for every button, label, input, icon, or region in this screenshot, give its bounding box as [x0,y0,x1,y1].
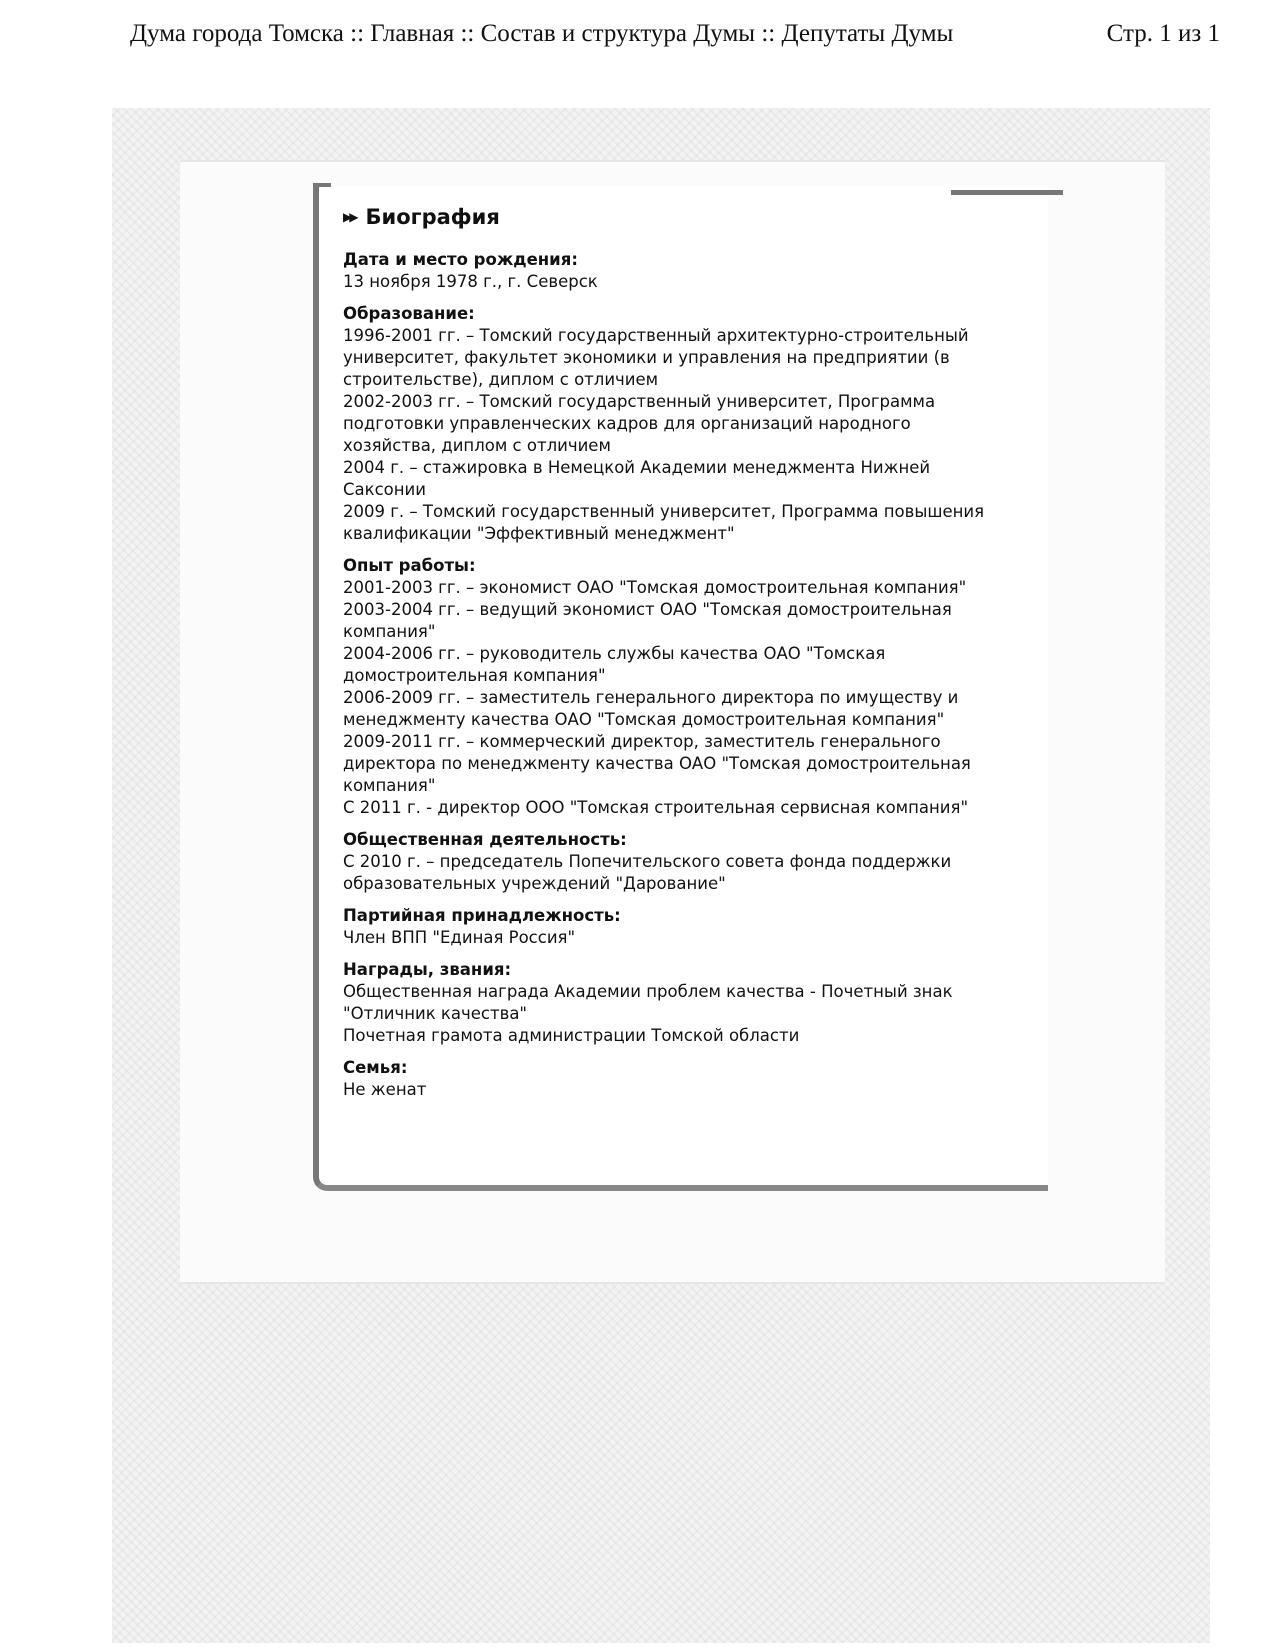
section-birth [343,249,1033,293]
text-line: "Отличник качества" [343,1004,528,1023]
section-heading: Награды, звания: [343,960,512,979]
section-experience [343,555,1033,819]
text-line: Саксонии [343,480,426,499]
text-line: строительстве), диплом с отличием [343,370,659,389]
text-line: 1996-2001 гг. – Томский государственный архитектурно-строительный [343,326,969,345]
text-line: 2009-2011 гг. – коммерческий директор, заместитель генерального [343,732,941,751]
breadcrumb: Дума города Томска :: Главная :: Состав и структура Думы :: Депутаты Думы [130,20,954,47]
section-body [343,577,1033,819]
text-line: директора по менеджменту качества ОАО "Томская домостроительная [343,754,971,773]
text-line: 2003-2004 гг. – ведущий экономист ОАО "Томская домостроительная [343,600,952,619]
card-corner-tick [313,183,331,187]
section-body [343,1079,1033,1101]
text-line: Не женат [343,1080,427,1099]
section-body [343,271,1033,293]
section-body [343,981,1033,1047]
text-line: 2004-2006 гг. – руководитель службы качества ОАО "Томская [343,644,886,663]
text-line: хозяйства, диплом с отличием [343,436,611,455]
text-line: Общественная награда Академии проблем качества - Почетный знак [343,982,953,1001]
section-heading: Партийная принадлежность: [343,906,621,925]
text-line: домостроительная компания" [343,666,606,685]
text-line: образовательных учреждений "Дарование" [343,874,726,893]
text-line: менеджменту качества ОАО "Томская домостроительная компания" [343,710,945,729]
text-line: Член ВПП "Единая Россия" [343,928,576,947]
text-line: 2001-2003 гг. – экономист ОАО "Томская домостроительная компания" [343,578,967,597]
section-body [343,927,1033,949]
text-line: подготовки управленческих кадров для организаций народного [343,414,911,433]
text-line: С 2011 г. - директор ООО "Томская строительная сервисная компания" [343,798,969,817]
text-line: квалификации "Эффективный менеджмент" [343,524,735,543]
biography-content [343,205,1033,1111]
text-line: Почетная грамота администрации Томской области [343,1026,800,1045]
text-line: университет, факультет экономики и управления на предприятии (в [343,348,950,367]
section-heading: Общественная деятельность: [343,830,627,849]
section-education [343,303,1033,545]
double-arrow-icon: ▶▶ [343,210,356,224]
print-header [130,20,1220,56]
section-heading: Опыт работы: [343,556,476,575]
text-line: 2006-2009 гг. – заместитель генерального директора по имуществу и [343,688,959,707]
section-public-activity [343,829,1033,895]
section-body [343,325,1033,545]
page-counter: Стр. 1 из 1 [1106,20,1220,47]
section-heading: Образование: [343,304,475,323]
section-awards [343,959,1033,1047]
text-line: 2009 г. – Томский государственный университет, Программа повышения [343,502,985,521]
card-top-rule [951,190,1063,195]
section-party [343,905,1033,949]
text-line: компания" [343,622,436,641]
section-body [343,851,1033,895]
section-heading: Семья: [343,1058,408,1077]
section-family [343,1057,1033,1101]
section-heading: Дата и место рождения: [343,250,578,269]
text-line: 2002-2003 гг. – Томский государственный университет, Программа [343,392,936,411]
biography-title-text: Биография [365,205,500,229]
biography-title [343,205,1033,229]
text-line: 2004 г. – стажировка в Немецкой Академии менеджмента Нижней [343,458,931,477]
text-line: 13 ноября 1978 г., г. Северск [343,272,598,291]
text-line: компания" [343,776,436,795]
text-line: С 2010 г. – председатель Попечительского совета фонда поддержки [343,852,952,871]
